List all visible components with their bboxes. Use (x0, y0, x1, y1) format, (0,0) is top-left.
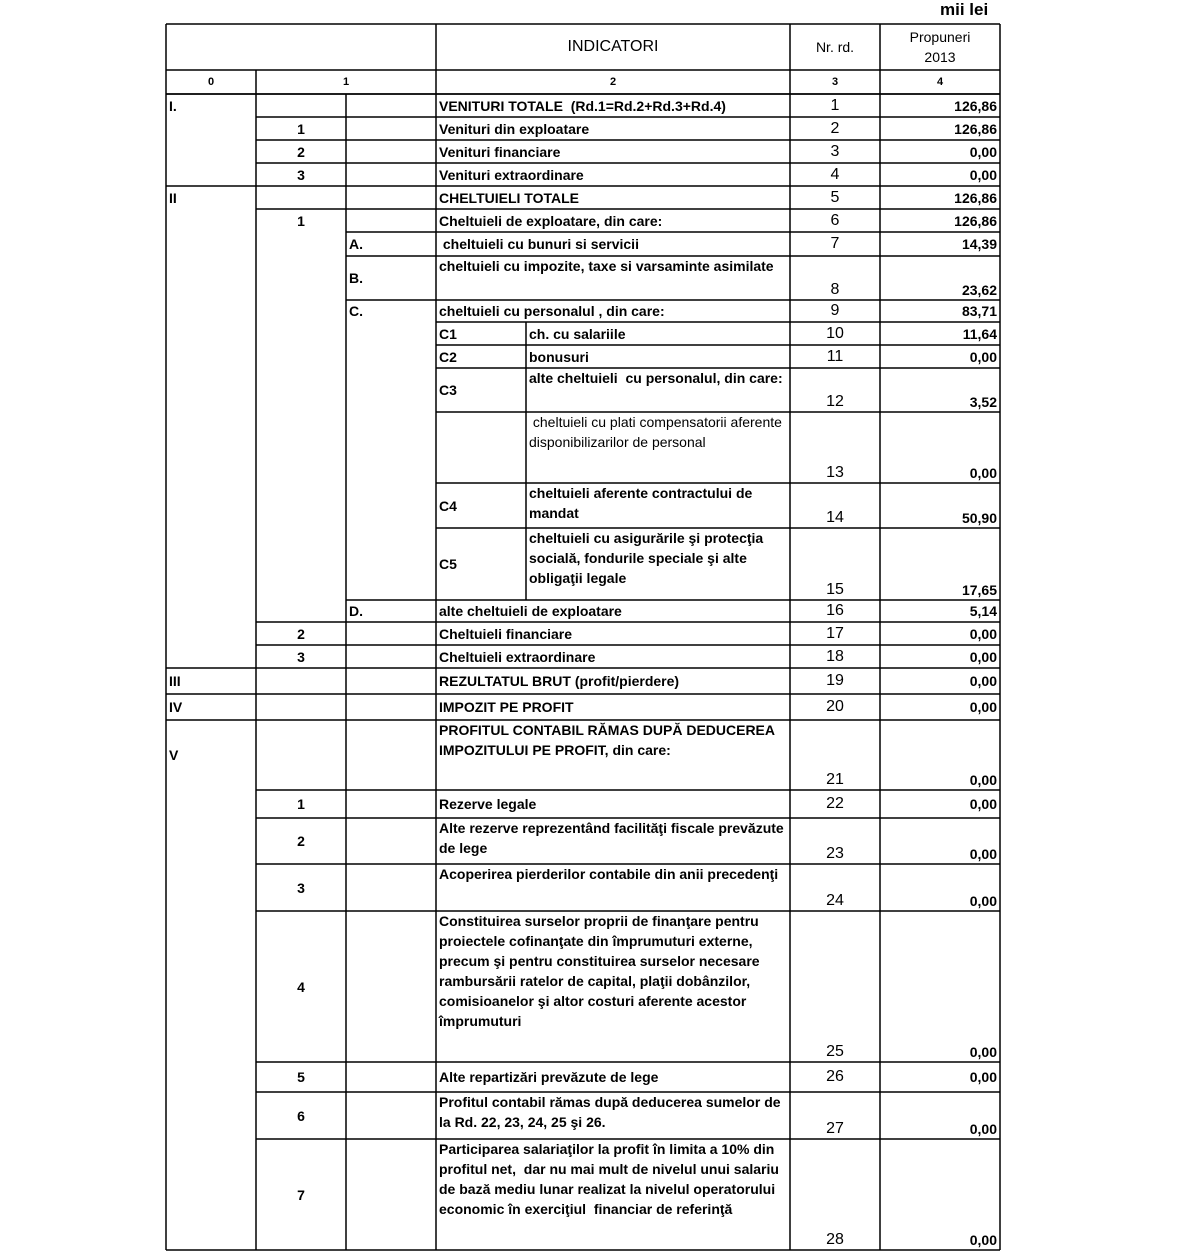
row-2-indicator: Venituri din exploatare (439, 120, 590, 137)
row-17-value: 0,00 (969, 625, 997, 642)
row-6-value: 126,86 (954, 212, 997, 229)
row-21-nr: 21 (826, 771, 844, 788)
row-6-nr: 6 (830, 211, 840, 229)
row-13-value: 0,00 (969, 465, 997, 481)
row-21-value: 0,00 (969, 772, 997, 788)
row-16-subgroup: D. (349, 603, 363, 619)
row-9-value: 83,71 (961, 303, 997, 319)
row-10-indicator: ch. cu salariile (529, 325, 626, 342)
row-5-nr: 5 (830, 188, 840, 206)
row-22-group: 1 (297, 796, 305, 812)
row-10-nr: 10 (826, 324, 844, 342)
row-23-nr: 23 (826, 845, 844, 862)
row-11-code: C2 (439, 348, 457, 365)
row-1-section: I. (169, 97, 177, 114)
row-7-nr: 7 (830, 235, 840, 252)
row-27-group: 6 (297, 1107, 305, 1124)
row-5-section: II (169, 189, 177, 206)
row-4-nr: 4 (830, 165, 840, 183)
row-25-nr: 25 (826, 1043, 844, 1060)
row-12-code: C3 (439, 382, 457, 398)
row-5-indicator: CHELTUIELI TOTALE (439, 189, 579, 206)
row-28-value: 0,00 (969, 1232, 997, 1248)
row-26-value: 0,00 (969, 1069, 997, 1085)
row-3-nr: 3 (830, 142, 840, 160)
column-number-4: 4 (936, 76, 944, 88)
row-24-indicator: Acoperirea pierderilor contabile din anii precedenţi (439, 866, 779, 882)
row-2-value: 126,86 (954, 120, 997, 137)
row-24-group: 3 (297, 879, 305, 896)
row-15-code: C5 (439, 556, 457, 572)
row-12-indicator: alte cheltuieli cu personalul, din care: (529, 370, 783, 386)
row-4-group: 3 (297, 166, 305, 183)
row-22-indicator: Rezerve legale (439, 796, 537, 812)
row-10-value: 11,64 (962, 325, 997, 342)
row-23-group: 2 (297, 833, 305, 849)
row-22-value: 0,00 (969, 796, 997, 812)
row-4-value: 0,00 (969, 166, 997, 183)
row-28-nr: 28 (826, 1231, 844, 1248)
row-20-section: IV (169, 699, 183, 715)
row-18-nr: 18 (826, 647, 844, 665)
row-27-indicator: Profitul contabil rămas după deducerea sumelor de la Rd. 22, 23, 24, 25 şi 26. (439, 1094, 785, 1130)
row-22-nr: 22 (826, 795, 844, 812)
row-9-nr: 9 (830, 302, 840, 319)
row-6-group: 1 (297, 212, 305, 229)
row-28-group: 7 (297, 1186, 305, 1203)
row-3-value: 0,00 (969, 143, 997, 160)
row-3-indicator: Venituri financiare (439, 143, 561, 160)
row-1-nr: 1 (830, 96, 840, 114)
column-number-2: 2 (609, 76, 617, 88)
row-15-value: 17,65 (961, 582, 997, 598)
row-20-value: 0,00 (969, 699, 997, 715)
row-16-nr: 16 (826, 602, 844, 619)
row-20-indicator: IMPOZIT PE PROFIT (439, 699, 574, 715)
row-8-subgroup: B. (349, 270, 363, 286)
row-17-indicator: Cheltuieli financiare (439, 625, 573, 642)
header-nr-rd: Nr. rd. (815, 39, 855, 55)
row-4-indicator: Venituri extraordinare (439, 166, 584, 183)
row-5-value: 126,86 (954, 189, 997, 206)
row-15-indicator: cheltuieli cu asigurările şi protecţia socială, fondurile speciale şi alte obligaţii legale (529, 530, 768, 586)
row-19-value: 0,00 (969, 673, 997, 689)
row-24-value: 0,00 (969, 893, 997, 909)
row-1-indicator: VENITURI TOTALE (Rd.1=Rd.2+Rd.3+Rd.4) (439, 97, 726, 114)
row-9-subgroup: C. (349, 303, 363, 319)
row-1-value: 126,86 (954, 97, 997, 114)
header-propuneri: Propuneri 2013 (909, 29, 971, 65)
row-19-indicator: REZULTATUL BRUT (profit/pierdere) (439, 673, 680, 689)
row-25-value: 0,00 (969, 1044, 997, 1060)
row-25-group: 4 (297, 978, 305, 995)
row-2-group: 1 (297, 120, 305, 137)
row-21-section: V (169, 747, 179, 763)
row-11-nr: 11 (826, 347, 844, 365)
row-2-nr: 2 (830, 119, 840, 137)
row-19-nr: 19 (826, 672, 844, 689)
row-14-nr: 14 (826, 509, 844, 526)
row-27-value: 0,00 (969, 1121, 997, 1137)
row-14-indicator: cheltuieli aferente contractului de mandat (529, 485, 757, 521)
row-26-nr: 26 (826, 1068, 844, 1085)
row-7-subgroup: A. (349, 236, 363, 252)
row-12-nr: 12 (826, 393, 844, 410)
row-14-code: C4 (439, 497, 457, 514)
header-indicatori: INDICATORI (567, 38, 659, 55)
row-25-indicator: Constituirea surselor proprii de finanţare pentru proiectele cofinanţate din împrumuturi externe, precum şi pentru constituirea surselor necesare rambursării ratelor de capital, plaţii dobânzilor, comisioanelor şi altor costuri aferente acestor împrumuturi (439, 913, 764, 1029)
row-8-indicator: cheltuieli cu impozite, taxe si varsaminte asimilate (439, 258, 774, 274)
column-number-3: 3 (831, 76, 839, 88)
row-7-indicator: cheltuieli cu bunuri si servicii (439, 236, 639, 252)
unit-label: mii lei (940, 0, 989, 19)
row-11-value: 0,00 (969, 348, 997, 365)
row-12-value: 3,52 (969, 394, 997, 410)
row-13-nr: 13 (826, 464, 844, 481)
row-18-value: 0,00 (969, 648, 997, 665)
row-18-group: 3 (297, 648, 305, 665)
row-11-indicator: bonusuri (529, 348, 589, 365)
row-28-indicator: Participarea salariaţilor la profit în limita a 10% din profitul net, dar nu mai mult de nivelul unui salariu de bază mediu lunar realizat la nivelul operatorului economic în exerciţiul financiar de referinţă (439, 1141, 783, 1217)
row-27-nr: 27 (826, 1120, 844, 1137)
row-21-indicator: PROFITUL CONTABIL RĂMAS DUPĂ DEDUCEREA IMPOZITULUI PE PROFIT, din care: (439, 722, 779, 758)
column-number-1: 1 (342, 76, 350, 88)
row-14-value: 50,90 (961, 510, 997, 526)
row-17-group: 2 (297, 625, 305, 642)
row-26-indicator: Alte repartizări prevăzute de lege (439, 1069, 659, 1085)
row-17-nr: 17 (826, 624, 844, 642)
column-number-0: 0 (207, 76, 215, 88)
row-6-indicator: Cheltuieli de exploatare, din care: (439, 212, 663, 229)
row-23-indicator: Alte rezerve reprezentând facilităţi fiscale prevăzute de lege (439, 820, 788, 856)
row-20-nr: 20 (826, 698, 844, 715)
row-23-value: 0,00 (969, 846, 997, 862)
row-13-indicator: cheltuieli cu plati compensatorii aferente disponibilizarilor de personal (529, 414, 786, 450)
row-8-value: 23,62 (961, 282, 997, 298)
row-26-group: 5 (297, 1069, 305, 1085)
row-16-indicator: alte cheltuieli de exploatare (439, 603, 622, 619)
row-15-nr: 15 (826, 581, 844, 598)
row-24-nr: 24 (826, 892, 844, 909)
row-18-indicator: Cheltuieli extraordinare (439, 648, 596, 665)
row-8-nr: 8 (830, 281, 840, 298)
row-10-code: C1 (439, 325, 457, 342)
row-19-section: III (169, 673, 181, 689)
row-9-indicator: cheltuieli cu personalul , din care: (439, 303, 665, 319)
row-7-value: 14,39 (961, 236, 997, 252)
row-3-group: 2 (297, 143, 305, 160)
row-16-value: 5,14 (969, 603, 997, 619)
